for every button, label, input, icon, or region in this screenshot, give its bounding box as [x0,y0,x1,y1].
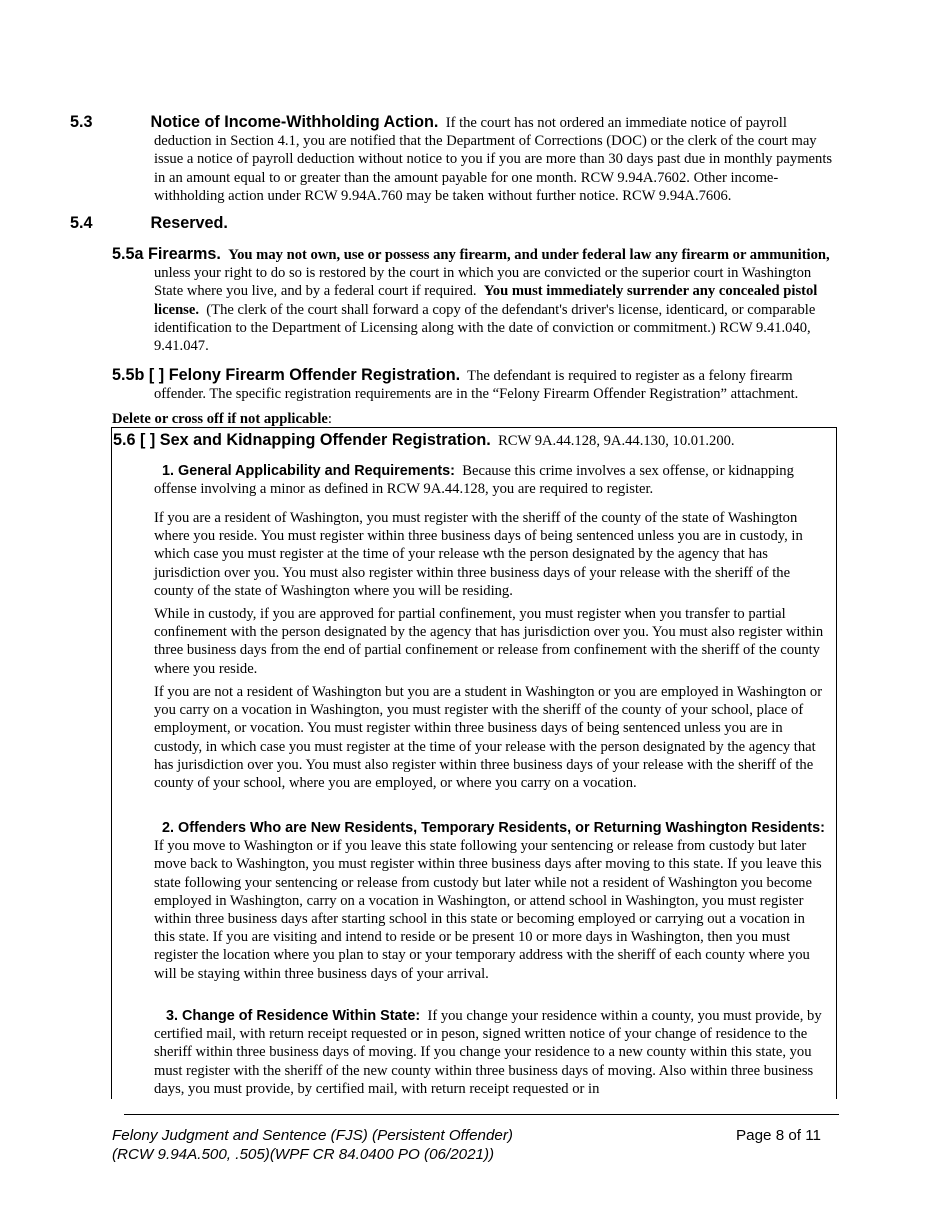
delete-note [112,410,838,428]
page-number: Page 8 of 11 [736,1127,822,1144]
section-citation: RCW 9A.44.128, 9A.44.130, 10.01.200. [498,433,735,449]
pistol-license-bold: You must immediately surrender any concealed pistol license. [154,283,818,318]
footer-title-line1: Felony Judgment and Sentence (FJS) (Persistent Offender) [112,1127,513,1144]
section-5-5b [112,366,838,403]
subheading: 3. Change of Residence Within State: [166,1008,421,1024]
paragraph-resident: If you are a resident of Washington, you must register with the sheriff of the county of the state of Washington where you reside. You must register within three business days of being sentenced unless you are in custody, in which case you must register at the time of your release wth the person designated by the agency that has jurisdiction over you. You must also register within three business days of your release with the sheriff of the county of the state of Washington where you will be residing. [154,510,803,599]
paragraph-non-resident: If you are not a resident of Washington but you are a student in Washington or you are employed in Washington or you carry on a vocation in Washington, you must register with the sheriff of the county of your school, place of employment, or vocation. You must register within three business days of being sentenced unless you are in custody, in which case you must register at the time of your release with the person designated by the agency that has jurisdiction over you. You must also register within three business days of your release with the sheriff of the county of your school, where you are employed, or where you carry on a vocation. [154,684,823,792]
paragraph-change-of-residence: 3. Change of Residence Within State: If you change your residence within a county, you must provide, by certified mail, with return receipt requested or in peson, signed written notice of your change of residence to the sheriff within three business days of moving. If you change your residence to a new county within this state, you must register with the sheriff of the new county within three business days of moving. Also within three business days, you must provide, by certified mail, with return receipt requested or in [154,1008,822,1097]
section-number: 5.4 [70,214,93,232]
delete-note-colon: : [327,411,332,427]
section-number: 5.3 [70,113,93,131]
paragraph-in-custody: While in custody, if you are approved for partial confinement, you must register when you transfer to partial confinement with the person designated by the agency that has jurisdiction over you. You must also register within three business days from the end of partial confinement or release from confinement with the sheriff of the county where you reside. [154,606,824,677]
section-title: Firearms. [148,245,221,263]
section-title: Felony Firearm Offender Registration. [168,366,461,384]
section-title: Reserved. [150,214,228,232]
firearms-text: unless your right to do so is restored by the court in which you are convicted or the superior court in Washington State where you live, and by a federal court if required. [154,265,812,300]
section-number: 5.5b [112,366,145,384]
section-text: The defendant is required to register as a felony firearm offender. The specific registration requirements are in the “Felony Firearm Offender Registration” attachment. [154,368,799,403]
section-title: Sex and Kidnapping Offender Registration. [159,431,491,449]
section-5-6-heading [113,431,735,450]
section-title: Notice of Income-Withholding Action. [150,113,439,131]
section-number: 5.5a [112,245,144,263]
footer-divider [124,1114,839,1115]
section-5-3 [70,113,838,205]
section-5-4 [70,214,838,233]
section-number: 5.6 [113,431,136,449]
section-5-5a [112,245,838,355]
paragraph-general-applicability: 1. General Applicability and Requirements: Because this crime involves a sex offense, or kidnapping offense involving a minor as defined in RCW 9A.44.128, you are required to register. [154,463,794,498]
subheading: 2. Offenders Who are New Residents, Temporary Residents, or Returning Washington Residents: [162,820,825,836]
clerk-note-text: (The clerk of the court shall forward a copy of the defendant's driver's license, identicard, or comparable identification to the Department of Licensing along with the date of conviction or commitment.) RCW 9.41.040, 9.41.047. [154,301,816,355]
subheading: 1. General Applicability and Requirements: [162,463,455,479]
checkbox[interactable]: [ ] [148,366,165,384]
delete-note-bold: Delete or cross off if not applicable [112,411,328,427]
checkbox[interactable]: [ ] [140,431,156,449]
section-text: If the court has not ordered an immediate notice of payroll deduction in Section 4.1, you are notified that the Department of Corrections (DOC) or the clerk of the court may issue a notice of payroll deduction without notice to you if you are more than 30 days past due in monthly payments in an amount equal to or greater than the amount payable for one month. RCW 9.94A.7602. Other income-withholding action under RCW 9.94A.760 may be taken without further notice. RCW 9.94A.7606. [154,115,833,204]
footer-form-title [112,1127,513,1164]
firearms-warning-bold: You may not own, use or possess any firearm, and under federal law any firearm or ammunition, [228,247,830,263]
paragraph-new-residents: 2. Offenders Who are New Residents, Temporary Residents, or Returning Washington Residents: If you move to Washington or if you leave this state following your sentencing or release from custody but later move back to Washington, you must register within three business days after moving to this state. If you leave this state following your sentencing or release from custody but later while not a resident of Washington you become employed in Washington, carry on a vocation in Washington, or attend school in Washington, you must register within three business days after starting school in this state or becoming employed or carrying out a vocation in this state. If you are visiting and intend to reside or be present 10 or more days in Washington, then you must register the location where you plan to stay or your temporary address with the sheriff of each county where you will be staying within three business days of your arrival. [154,820,825,982]
section-5-6-box [111,427,837,1099]
footer-title-line2: (RCW 9.94A.500, .505)(WPF CR 84.0400 PO (06/2021)) [112,1145,495,1163]
